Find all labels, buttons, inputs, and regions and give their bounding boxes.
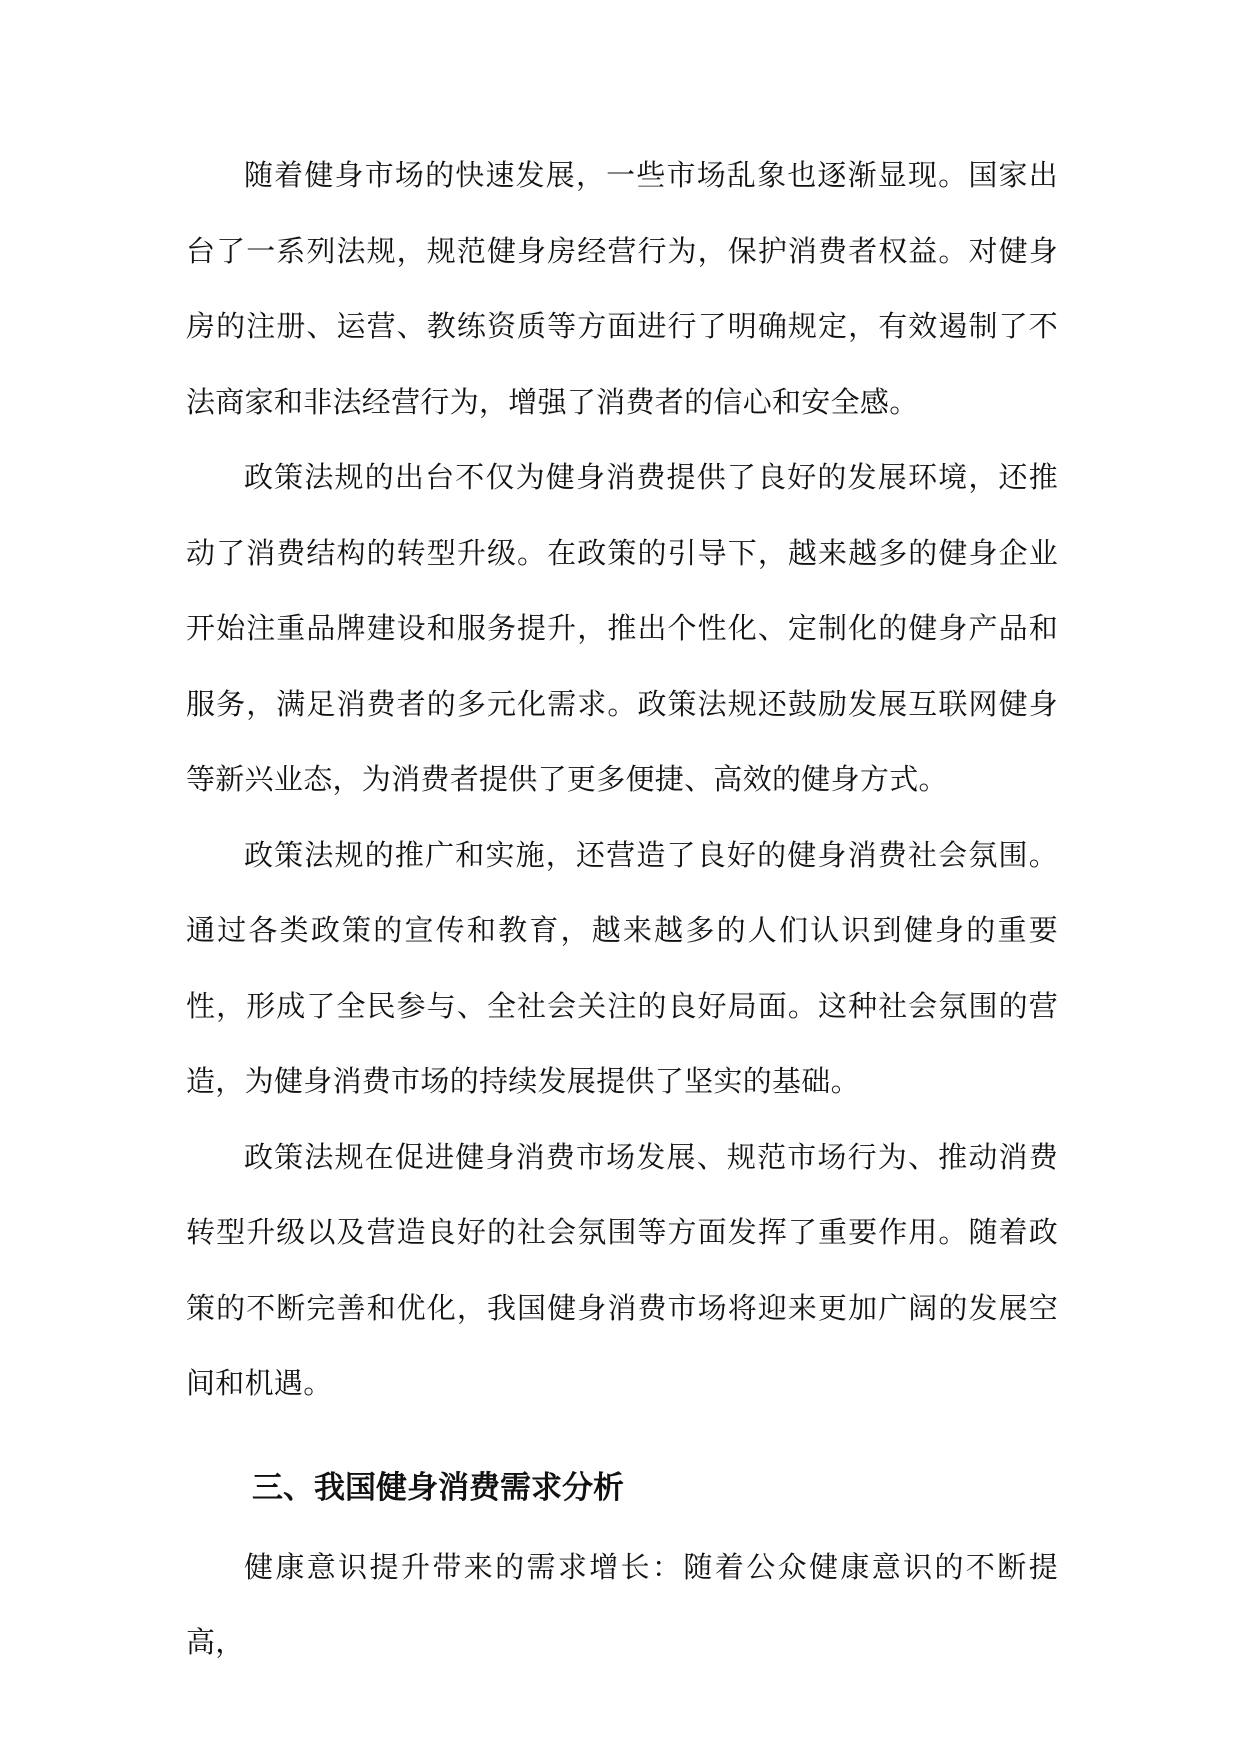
- paragraph-health-awareness: 健康意识提升带来的需求增长：随着公众健康意识的不断提高，: [186, 1549, 1058, 1659]
- paragraph-social-atmosphere: 政策法规的推广和实施，还营造了良好的健身消费社会氛围。通过各类政策的宣传和教育，越来越多的人们认识到健身的重要性，形成了全民参与、全社会关注的良好局面。这种社会氛围的营造，为健身消费市场的持续发展提供了坚实的基础。: [186, 837, 1058, 1098]
- paragraph-policy-environment: 政策法规的出台不仅为健身消费提供了良好的发展环境，还推动了消费结构的转型升级。在政策的引导下，越来越多的健身企业开始注重品牌建设和服务提升，推出个性化、定制化的健身产品和服务，满足消费者的多元化需求。政策法规还鼓励发展互联网健身等新兴业态，为消费者提供了更多便捷、高效的健身方式。: [186, 460, 1058, 796]
- page-content: [186, 138, 1058, 1681]
- paragraph-policy-summary: 政策法规在促进健身消费市场发展、规范市场行为、推动消费转型升级以及营造良好的社会氛围等方面发挥了重要作用。随着政策的不断完善和优化，我国健身消费市场将迎来更加广阔的发展空间和机遇。: [186, 1139, 1058, 1400]
- paragraph-market-regulation: 随着健身市场的快速发展，一些市场乱象也逐渐显现。国家出台了一系列法规，规范健身房经营行为，保护消费者权益。对健身房的注册、运营、教练资质等方面进行了明确规定，有效遏制了不法商家和非法经营行为，增强了消费者的信心和安全感。: [186, 158, 1058, 419]
- section-heading: 三、我国健身消费需求分析: [252, 1469, 624, 1506]
